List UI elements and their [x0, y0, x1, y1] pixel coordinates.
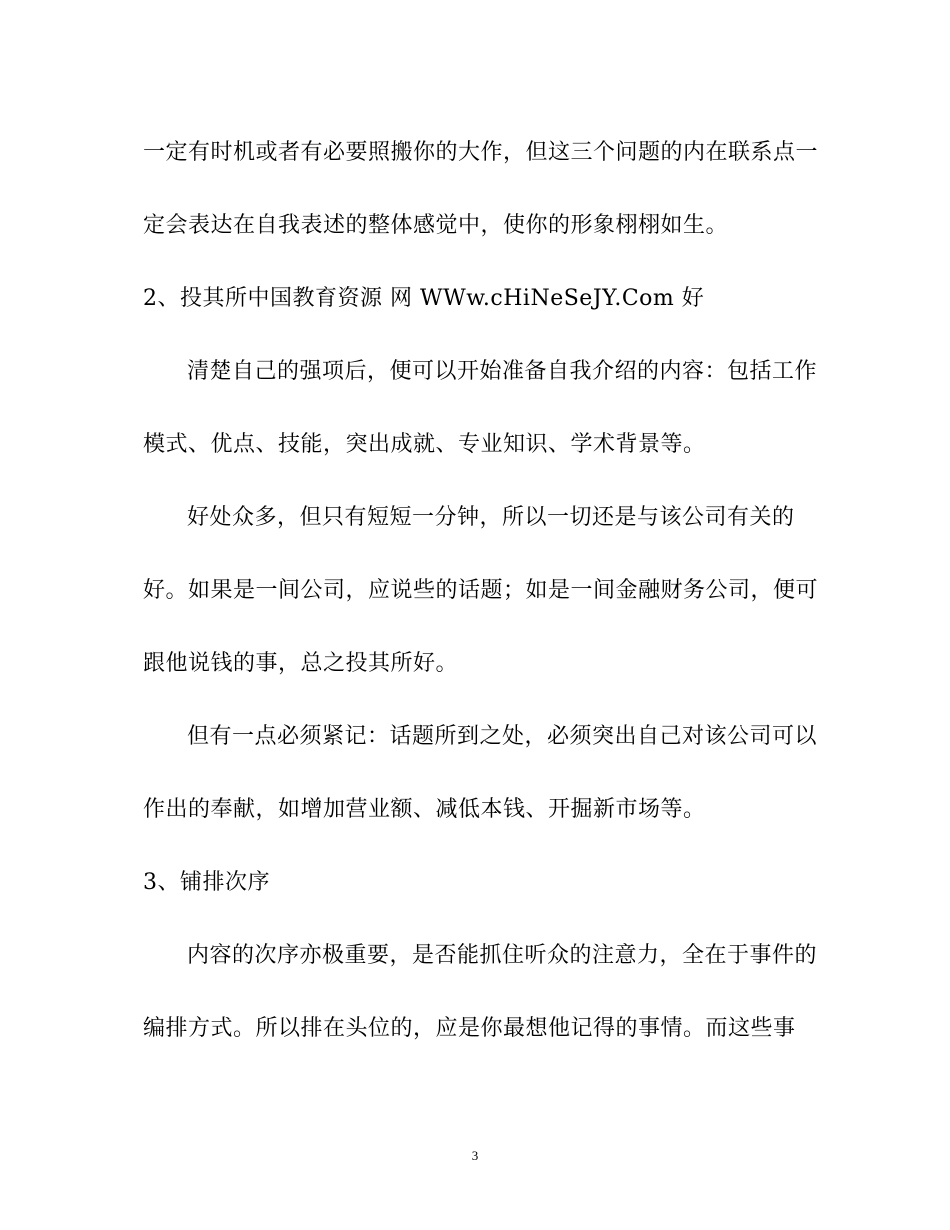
text-line-13: 编排方式。所以排在头位的，应是你最想他记得的事情。而这些事 — [143, 1016, 796, 1041]
text-line-7: 好。如果是一间公司，应说些的话题；如是一间金融财务公司，便可 — [143, 578, 819, 603]
section-heading-2: 2、投其所中国教育资源 网 WWw.cHiNeSeJY.Com 好 — [143, 286, 705, 311]
text-line-1: 一定有时机或者有必要照搬你的大作，但这三个问题的内在联系点一 — [143, 140, 819, 165]
text-line-6: 好处众多，但只有短短一分钟，所以一切还是与该公司有关的 — [187, 505, 795, 530]
text-line-8: 跟他说钱的事，总之投其所好。 — [143, 651, 459, 676]
text-line-4: 清楚自己的强项后，便可以开始准备自我介绍的内容：包括工作 — [187, 359, 818, 384]
text-line-2: 定会表达在自我表述的整体感觉中，使你的形象栩栩如生。 — [143, 213, 729, 238]
section-heading-3: 3、铺排次序 — [143, 870, 270, 895]
text-line-10: 作出的奉献，如增加营业额、减低本钱、开掘新市场等。 — [143, 797, 706, 822]
text-line-12: 内容的次序亦极重要，是否能抓住听众的注意力，全在于事件的 — [187, 943, 818, 968]
page-number: 3 — [471, 1148, 479, 1163]
text-line-9: 但有一点必须紧记：话题所到之处，必须突出自己对该公司可以 — [187, 724, 818, 749]
text-line-5: 模式、优点、技能，突出成就、专业知识、学术背景等。 — [143, 432, 706, 457]
